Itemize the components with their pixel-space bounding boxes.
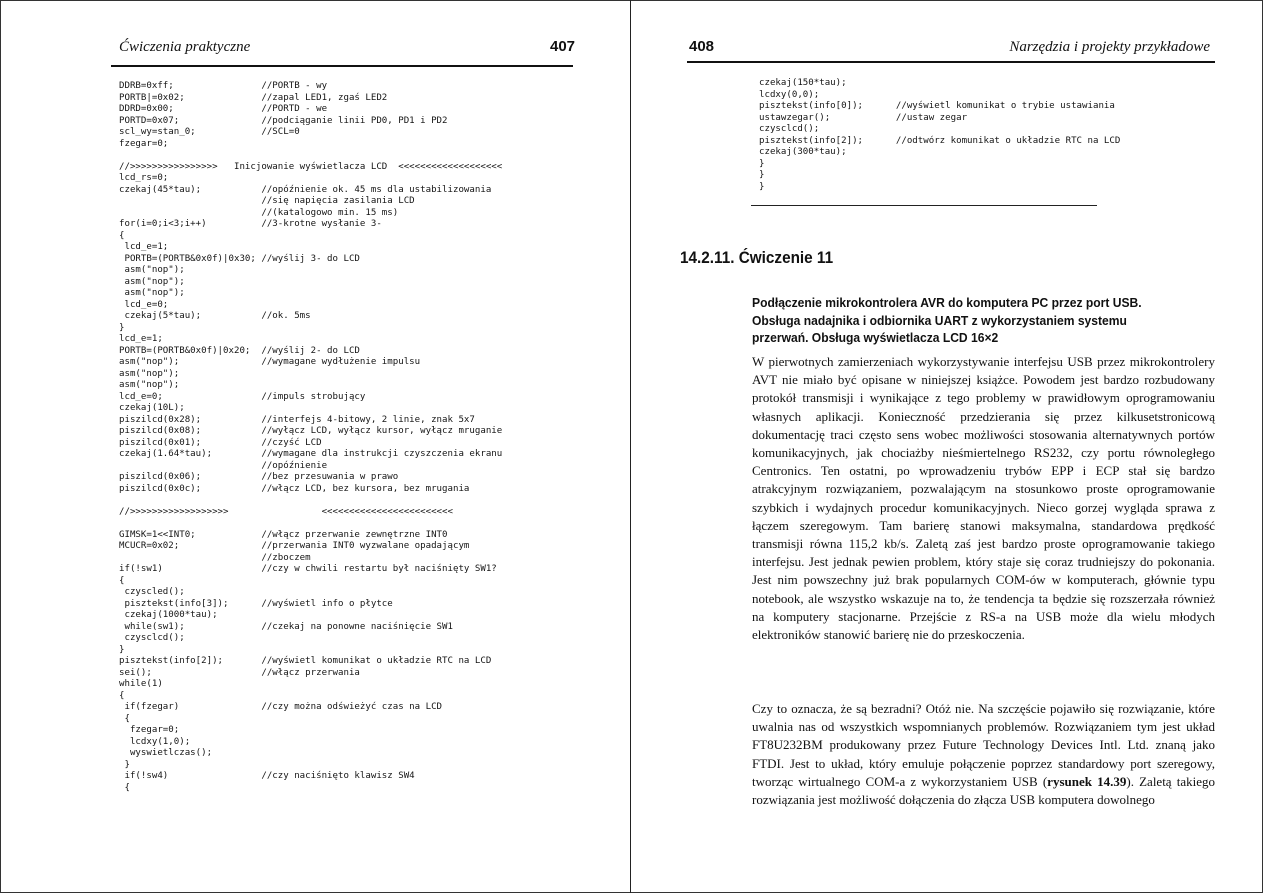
left-page <box>0 0 630 893</box>
right-page-number: 408 <box>689 38 715 55</box>
body-paragraph-1: W pierwotnych zamierzeniach wykorzystywanie interfejsu USB przez mikrokontrolery AVT nie miało być opisane w niniejszej książce. Powodem jest bardzo rozbudowany protokół transmisji i wynikające z tego problemy w prawidłowym oprogramowaniu własnych aplikacji. Konieczność przedzierania się przez kilkusetstronicową dokumentację traci często sens wobec możliwości stosowania alternatywnych portów komunikacyjnych, jak chociażby nieśmiertelnego RS232, czy portu równoległego Centronics. Ten ostatni, po wprowadzeniu trybów EPP i ECP stał się bardzo atrakcyjnym rozwiązaniem, pozwalającym na stosunkowo proste oprogramowanie szybkich i wydajnych procedur komunikacyjnych. Nieco gorzej wygląda sprawa z łączem szeregowym. Tam barierę stanowi maksymalna, standardowa prędkość transmisji równa 115,2 kb/s. Zaletą zaś jest bardzo proste oprogramowanie takiego interfejsu. Jest jednak pewien problem, który staje się coraz trudniejszy do pokonania. Jest nim powszechny już brak popularnych COM-ów w komputerach, głównie typu notebook, ale wszystko wskazuje na to, że tendencja ta będzie się rozszerzała również na komputery stacjonarne. Przejście z RS-a na USB może dla wielu młodych elektroników stanowić barierę nie do przeskoczenia. <box>752 354 1215 643</box>
left-code-listing: DDRB=0xff; //PORTB - wy PORTB|=0x02; //zapal LED1, zgaś LED2 DDRD=0x00; //PORTD - we PORTD=0x07; //podciąganie linii PD0, PD1 i PD2 scl_wy=stan_0; //SCL=0 fzegar=0; //>>>>>>>>>>>>>>>> Inicjowanie wyświetlacza LCD <<<<<<<<<<<<<<<<<<< lcd_rs=0; czekaj(45*tau); //opóźnienie ok. 45 ms dla ustabilizowania //się napięcia zasilania LCD //(katalogowo min. 15 ms) for(i=0;i<3;i++) //3-krotne wysłanie 3- { lcd_e=1; PORTB=(PORTB&0x0f)|0x30; //wyślij 3- do LCD asm("nop"); asm("nop"); asm("nop"); lcd_e=0; czekaj(5*tau); //ok. 5ms } lcd_e=1; PORTB=(PORTB&0x0f)|0x20; //wyślij 2- do LCD asm("nop"); //wymagane wydłużenie impulsu asm("nop"); asm("nop"); lcd_e=0; //impuls strobujący czekaj(10L); piszilcd(0x28); //interfejs 4-bitowy, 2 linie, znak 5x7 piszilcd(0x08); //wyłącz LCD, wyłącz kursor, wyłącz mruganie piszilcd(0x01); //czyść LCD czekaj(1.64*tau); //wymagane dla instrukcji czyszczenia ekranu //opóźnienie piszilcd(0x06); //bez przesuwania w prawo piszilcd(0x0c); //włącz LCD, bez kursora, bez mrugania //>>>>>>>>>>>>>>>>>> <<<<<<<<<<<<<<<<<<<<<<<< GIMSK=1<<INT0; //włącz przerwanie zewnętrzne INT0 MCUCR=0x02; //przerwania INT0 wyzwalane opadającym //zboczem if(!sw1) //czy w chwili restartu był naciśnięty SW1? { czyscled(); pisztekst(info[3]); //wyświetl info o płytce czekaj(1000*tau); while(sw1); //czekaj na ponowne naciśnięcie SW1 czysclcd(); } pisztekst(info[2]); //wyświetl komunikat o układzie RTC na LCD sei(); //włącz przerwania while(1) { if(fzegar) //czy można odświeżyć czas na LCD { fzegar=0; lcdxy(1,0); wyswietlczas(); } if(!sw4) //czy naciśnięto klawisz SW4 { <box>119 81 503 793</box>
right-page <box>631 0 1263 893</box>
exercise-subheading: Podłączenie mikrokontrolera AVR do komputera PC przez port USB. Obsługa nadajnika i odbiornika UART z wykorzystaniem systemu przerwań. Obsługa wyświetlacza LCD 16×2 <box>752 295 1142 345</box>
figure-reference: rysunek 14.39 <box>1047 773 1127 789</box>
section-heading: 14.2.11. Ćwiczenie 11 <box>680 248 834 267</box>
right-code-listing: czekaj(150*tau); lcdxy(0,0); pisztekst(info[0]); //wyświetl komunikat o trybie ustawiania ustawzegar(); //ustaw zegar czysclcd(); pisztekst(info[2]); //odtwórz komunikat o układzie RTC na LCD czekaj(300*tau); } } } <box>759 78 1121 192</box>
left-running-header: Ćwiczenia praktyczne <box>119 39 251 55</box>
paragraph-2-start: Czy to oznacza, że są bezradni? Otóż nie. Na szczęście pojawiło się rozwiązanie, które uwalnia nas od wszystkich wspomnianych problemów. Rozwiązaniem tym jest układ FT8U232BM produkowany przez Future Technology Devices Intl. Ltd. znaną jako FTDI. Jest to układ, który emuluje połączenie poprzez standardowy port szeregowy, tworząc wirtualnego COM-a z wykorzystaniem USB ( <box>752 701 1215 789</box>
left-header-rule <box>111 65 573 67</box>
body-paragraph-2 <box>752 700 1215 809</box>
right-header-rule <box>687 61 1215 63</box>
paragraph-2-end: ). Zaletą takiego rozwiązania jest możliwość dołączenia do złącza USB komputera dowolnego <box>752 773 1215 808</box>
left-page-number: 407 <box>550 38 576 55</box>
right-running-header: Narzędzia i projekty przykładowe <box>1009 39 1210 55</box>
code-end-rule <box>751 205 1097 206</box>
